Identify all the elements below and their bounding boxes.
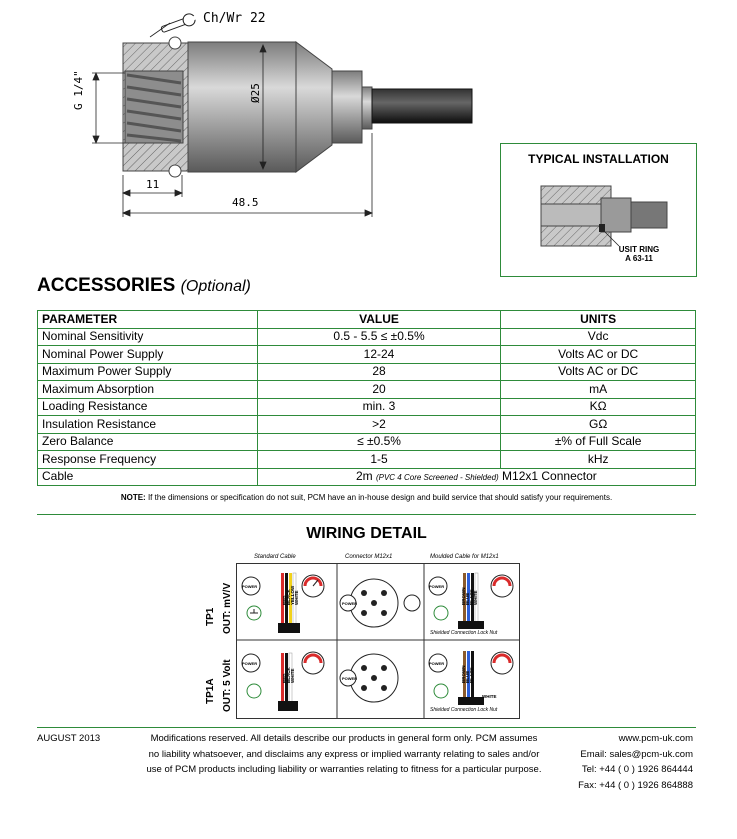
accessories-title: ACCESSORIES: [37, 275, 176, 296]
accessories-heading: [37, 275, 251, 297]
table-row: [38, 398, 696, 416]
typical-installation-box: [500, 143, 697, 277]
row-value: min. 3: [257, 398, 501, 416]
power-label: POWER: [242, 584, 258, 589]
footer-email[interactable]: Email: sales@pcm-uk.com: [580, 748, 693, 760]
sensor-technical-drawing: [80, 5, 480, 220]
table-row: [38, 363, 696, 381]
dimension-total-label: 48.5: [232, 196, 259, 209]
wrench-icon: [160, 11, 199, 35]
header-parameter: PARAMETER: [38, 311, 258, 329]
row-parameter: Cable: [38, 468, 258, 486]
note-text: [37, 493, 696, 502]
row-parameter: Maximum Power Supply: [38, 363, 258, 381]
divider-bottom: [37, 727, 696, 728]
col-connector: Connector M12x1: [345, 554, 393, 560]
table-row: [38, 346, 696, 364]
ground-icon: [247, 606, 261, 620]
table-row: [38, 381, 696, 399]
row1-tp: TP1: [205, 607, 216, 626]
power-label: POWER: [342, 601, 358, 606]
table-row: [38, 451, 696, 469]
gauge-icon: [302, 575, 324, 597]
shielded-note: Shielded Connection Lock Nut: [430, 707, 498, 713]
table-row: [38, 328, 696, 346]
row2-label: TP1A: [205, 678, 216, 704]
wiring-diagram: [236, 563, 520, 719]
cable-connector: M12x1 Connector: [502, 468, 597, 483]
installation-note: [609, 245, 669, 263]
row-value: 1-5: [257, 451, 501, 469]
wire-label: RED: [282, 673, 287, 683]
typical-installation-title: TYPICAL INSTALLATION: [528, 152, 669, 166]
row-parameter: Nominal Sensitivity: [38, 328, 258, 346]
wire-label: WHITE: [294, 590, 299, 605]
wire-label: BLACK: [286, 667, 291, 683]
row-parameter: Zero Balance: [38, 433, 258, 451]
table-row-cable: [38, 468, 696, 486]
row-value: 0.5 - 5.5 ≤ ±0.5%: [257, 328, 501, 346]
row-units: GΩ: [501, 416, 696, 434]
note-label: NOTE:: [120, 493, 146, 502]
row1-out: OUT: mV/V: [222, 582, 233, 634]
power-label: POWER: [429, 661, 445, 666]
thread-size-label: G 1/4": [72, 70, 85, 110]
row-value: >2: [257, 416, 501, 434]
cable-length: 2m: [355, 468, 373, 483]
row-units: Volts AC or DC: [501, 346, 696, 364]
footer-contact: [540, 731, 693, 793]
row-parameter: Response Frequency: [38, 451, 258, 469]
row2-out: OUT: 5 Volt: [222, 659, 233, 712]
wire-label: WHITE: [473, 590, 478, 605]
footer-tel: Tel: +44 ( 0 ) 1926 864444: [581, 764, 693, 775]
diameter-label: Ø25: [249, 83, 262, 103]
cable-type: (PVC 4 Core Screened - Shielded): [375, 472, 499, 482]
wire-label: BROWN: [461, 665, 466, 683]
footer-date: AUGUST 2013: [37, 733, 101, 744]
row-value: ≤ ±0.5%: [257, 433, 501, 451]
header-value: VALUE: [257, 311, 501, 329]
installation-note-line1: USIT RING: [618, 245, 660, 254]
wire-label: BLUE: [465, 670, 470, 683]
col-standard-cable: Standard Cable: [254, 554, 296, 560]
wire-label: YELLOW: [290, 585, 295, 605]
row-value: 28: [257, 363, 501, 381]
wire-label: BLUE: [465, 592, 470, 605]
row-value: 20: [257, 381, 501, 399]
row-units: ±% of Full Scale: [501, 433, 696, 451]
shielded-note: Shielded Connection Lock Nut: [430, 630, 498, 636]
wire-label: RED: [282, 595, 287, 605]
row-parameter: Nominal Power Supply: [38, 346, 258, 364]
installation-note-line2: A 63-11: [625, 254, 653, 263]
power-label: POWER: [242, 661, 258, 666]
disclaimer-line: use of PCM products including liability or warranties relating to fitness for a particular purpose.: [146, 764, 542, 775]
header-units: UNITS: [501, 311, 696, 329]
row-units: mA: [501, 381, 696, 399]
accessories-subtitle: (Optional): [180, 278, 251, 295]
connector-m12-icon: [350, 579, 398, 627]
disclaimer-line: no liability whatsoever, and disclaims any express or implied warranty relating to sales and/or: [148, 748, 540, 760]
row-units: KΩ: [501, 398, 696, 416]
installation-diagram: [539, 184, 669, 254]
footer-fax: Fax: +44 ( 0 ) 1926 864888: [578, 779, 693, 791]
row-parameter: Insulation Resistance: [38, 416, 258, 434]
wire-label: BLACK: [286, 589, 291, 605]
table-row: [38, 416, 696, 434]
specification-table: [37, 310, 696, 486]
row-units: Vdc: [501, 328, 696, 346]
row-units: kHz: [501, 451, 696, 469]
row-units: Volts AC or DC: [501, 363, 696, 381]
wrench-size-label: Ch/Wr 22: [203, 11, 266, 26]
note-body: If the dimensions or specification do not suit, PCM have an in-house design and build service that should satisfy your requirements.: [147, 493, 613, 502]
white-tag: WHITE: [482, 694, 497, 699]
dimension-small-label: 11: [146, 178, 160, 191]
power-label: POWER: [429, 584, 445, 589]
power-label: POWER: [342, 676, 358, 681]
footer-disclaimer: [146, 731, 542, 778]
row1-label: [205, 608, 216, 626]
divider-top: [37, 514, 696, 515]
disclaimer-line: Modifications reserved. All details describe our products in general form only. PCM assumes: [150, 733, 538, 744]
row-parameter: Maximum Absorption: [38, 381, 258, 399]
cable-value: [257, 468, 695, 486]
wire-label: BROWN: [461, 587, 466, 605]
wire-label: BLACK: [469, 589, 474, 605]
row-value: 12-24: [257, 346, 501, 364]
table-row: [38, 433, 696, 451]
row-parameter: Loading Resistance: [38, 398, 258, 416]
table-header-row: [38, 311, 696, 329]
footer-website[interactable]: www.pcm-uk.com: [618, 733, 693, 744]
col-moulded-cable: Moulded Cable for M12x1: [430, 554, 499, 560]
wiring-detail-title: WIRING DETAIL: [306, 525, 427, 542]
wire-label: BLACK: [469, 667, 474, 683]
wire-label: WHITE: [290, 668, 295, 683]
